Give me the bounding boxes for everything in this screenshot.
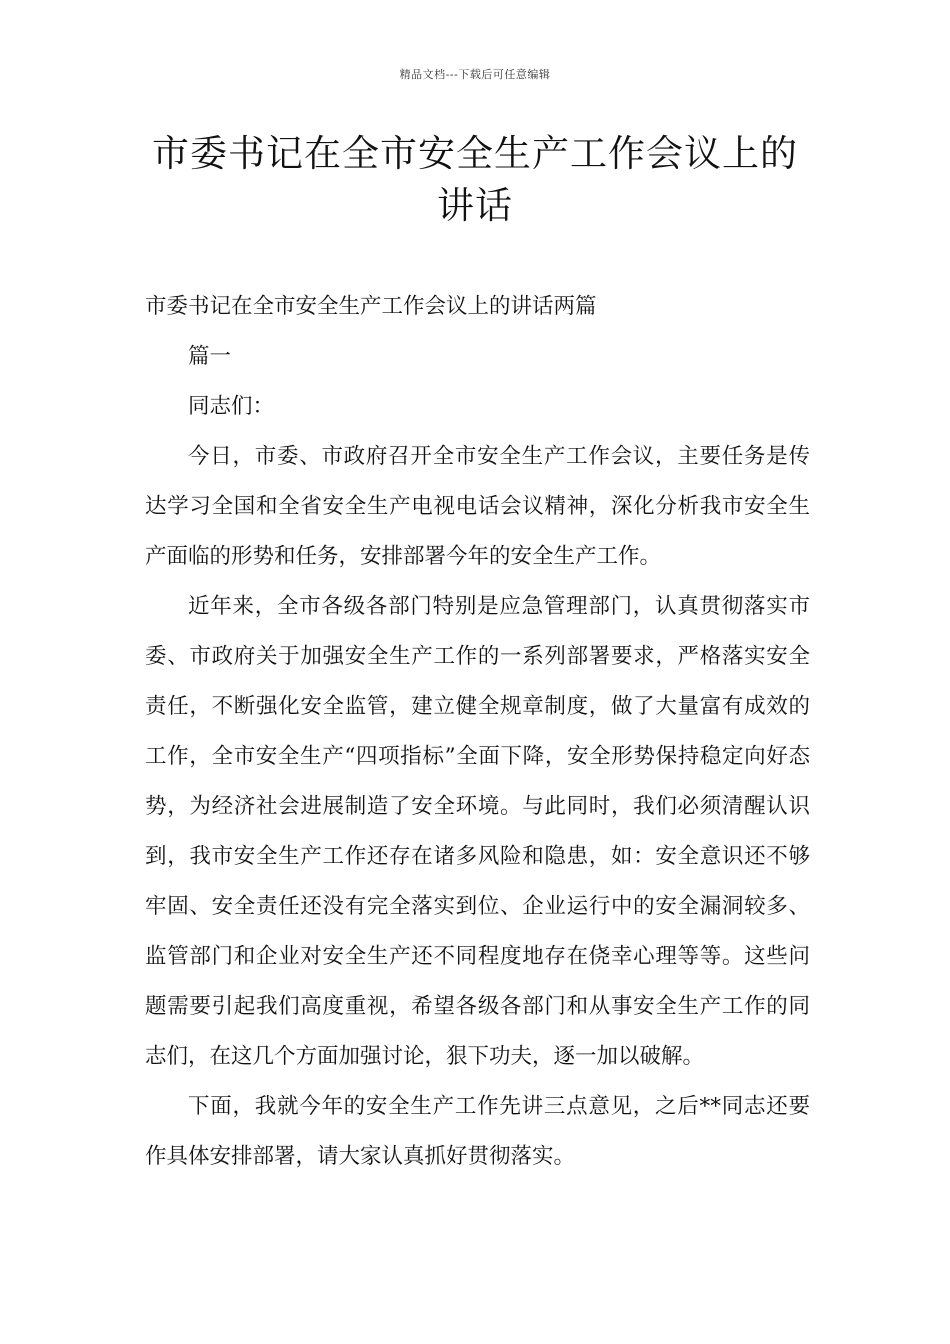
subtitle: 市委书记在全市安全生产工作会议上的讲话两篇 (145, 294, 597, 319)
paragraph: 近年来，全市各级各部门特别是应急管理部门，认真贯彻落实市委、市政府关于加强安全生产工作的一系列部署要求，严格落实安全责任，不断强化安全监管，建立健全规章制度，做了大量富有成效的工作，全市安全生产“四项指标”全面下降，安全形势保持稳定向好态势，为经济社会进展制造了安全环境。与此同时，我们必须清醒认识到，我市安全生产工作还存在诸多风险和隐患，如：安全意识还不够牢固、安全责任还没有完全落实到位、企业运行中的安全漏洞较多、监管部门和企业对安全生产还不同程度地存在侥幸心理等等。这些问题需要引起我们高度重视，希望各级各部门和从事安全生产工作的同志们，在这几个方面加强讨论，狠下功夫，逐一加以破解。 (145, 594, 810, 1069)
document-body (145, 282, 810, 1182)
header-note: 精品文档---下载后可任意编辑 (399, 68, 551, 81)
paragraph: 下面，我就今年的安全生产工作先讲三点意见，之后**同志还要作具体安排部署，请大家认真抓好贯彻落实。 (145, 1094, 810, 1169)
paragraph: 今日，市委、市政府召开全市安全生产工作会议，主要任务是传达学习全国和全省安全生产电视电话会议精神，深化分析我市安全生产面临的形势和任务，安排部署今年的安全生产工作。 (145, 444, 810, 569)
title-line-2: 讲话 (437, 184, 513, 227)
section-label: 篇一 (188, 344, 232, 369)
document-title (100, 128, 850, 232)
title-line-1: 市委书记在全市安全生产工作会议上的 (152, 132, 798, 175)
salutation: 同志们： (188, 394, 275, 419)
